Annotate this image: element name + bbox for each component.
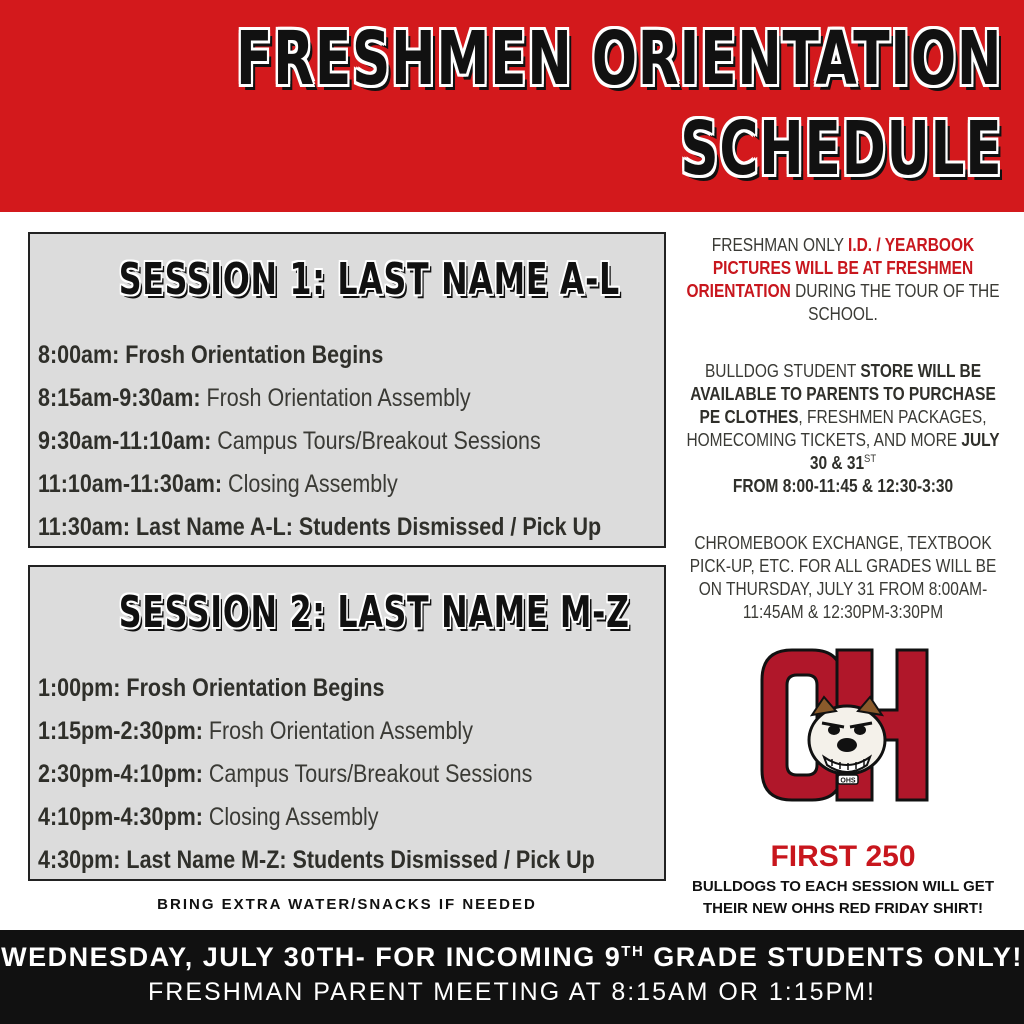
- schedule-desc: Frosh Orientation Assembly: [206, 384, 471, 412]
- info-highlight: I.D. / YEARBOOK PICTURES WILL BE AT FRESHMEN ORIENTATION: [686, 235, 975, 301]
- student-store-info: [682, 360, 1004, 498]
- page-title-line2: SCHEDULE: [679, 106, 1002, 192]
- schedule-item: [38, 710, 595, 753]
- first-250-line1: BULLDOGS TO EACH SESSION WILL GET: [692, 878, 994, 895]
- footer-text: WEDNESDAY, JULY 30TH- FOR INCOMING 9: [1, 942, 622, 972]
- first-250-headline: FIRST 250: [770, 840, 916, 873]
- footer-parent-meeting: FRESHMAN PARENT MEETING AT 8:15AM OR 1:15PM!: [148, 978, 876, 1006]
- schedule-desc: Closing Assembly: [208, 803, 379, 831]
- info-hours: FROM 8:00-11:45 & 12:30-3:30: [732, 476, 954, 496]
- schedule-time: 4:30pm:: [38, 846, 121, 874]
- page-title-line1: FRESHMEN ORIENTATION: [235, 16, 1002, 102]
- info-dates: JULY 30 & 31: [809, 430, 1000, 473]
- first-250-details: [682, 876, 1004, 920]
- schedule-desc: Last Name M-Z: Students Dismissed / Pick Up: [126, 846, 595, 874]
- schedule-time: 11:30am:: [38, 513, 131, 541]
- info-text: FRESHMAN ONLY: [711, 235, 849, 255]
- header-banner: [0, 0, 1024, 212]
- schedule-time: 2:30pm-4:10pm:: [38, 760, 203, 788]
- schedule-desc: Campus Tours/Breakout Sessions: [217, 427, 541, 455]
- chromebook-info: [682, 532, 1004, 624]
- session-2-schedule: [38, 667, 685, 882]
- id-yearbook-info: [682, 234, 1004, 326]
- schedule-desc: Closing Assembly: [228, 470, 398, 498]
- schedule-time: 4:10pm-4:30pm:: [38, 803, 203, 831]
- bring-water-note: BRING EXTRA WATER/SNACKS IF NEEDED: [157, 896, 537, 913]
- schedule-time: 1:15pm-2:30pm:: [38, 717, 203, 745]
- schedule-item: [38, 463, 601, 506]
- schedule-item: [38, 667, 595, 710]
- schedule-desc: Frosh Orientation Begins: [125, 341, 384, 369]
- info-text: , FRESHMEN PACKAGES, HOMECOMING TICKETS, AND MORE: [686, 407, 987, 450]
- first-250-line2: THEIR NEW OHHS RED FRIDAY SHIRT!: [702, 900, 984, 917]
- footer-ordinal: TH: [621, 943, 645, 960]
- schedule-item: [38, 839, 595, 882]
- schedule-time: 1:00pm:: [38, 674, 121, 702]
- schedule-time: 11:10am-11:30am:: [38, 470, 223, 498]
- schedule-desc: Last Name A-L: Students Dismissed / Pick Up: [136, 513, 602, 541]
- session-2-title: SESSION 2: LAST NAME M-Z: [118, 587, 630, 638]
- schedule-item: [38, 377, 601, 420]
- schedule-desc: Frosh Orientation Begins: [126, 674, 385, 702]
- info-bold: STORE WILL BE AVAILABLE TO PARENTS TO PURCHASE PE CLOTHES: [690, 361, 996, 427]
- footer-banner: [0, 930, 1024, 1024]
- schedule-item: [38, 796, 595, 839]
- schedule-item: [38, 420, 601, 463]
- info-dates-suffix: ST: [864, 453, 877, 465]
- schedule-time: 9:30am-11:10am:: [38, 427, 212, 455]
- info-text: CHROMEBOOK EXCHANGE, TEXTBOOK PICK-UP, ETC. FOR ALL GRADES WILL BE ON THURSDAY, JULY 31 FROM 8:00AM-11:45AM & 12:30PM-3:30PM: [689, 533, 997, 622]
- info-text: BULLDOG STUDENT: [704, 361, 861, 381]
- schedule-item: [38, 506, 601, 549]
- schedule-desc: Campus Tours/Breakout Sessions: [208, 760, 533, 788]
- session-1-title: SESSION 1: LAST NAME A-L: [118, 254, 620, 305]
- schedule-desc: Frosh Orientation Assembly: [208, 717, 473, 745]
- session-1-schedule: [38, 334, 693, 549]
- schedule-item: [38, 334, 601, 377]
- session-2-box: [28, 565, 666, 881]
- footer-date-line: [0, 942, 1024, 973]
- session-1-box: [28, 232, 666, 548]
- logo-tag-text: OHS: [840, 777, 856, 785]
- schedule-time: 8:15am-9:30am:: [38, 384, 201, 412]
- schedule-item: [38, 753, 595, 796]
- schedule-time: 8:00am:: [38, 341, 120, 369]
- info-text: DURING THE TOUR OF THE SCHOOL.: [790, 281, 1000, 324]
- bulldog-oh-logo: [752, 645, 932, 805]
- footer-text: GRADE STUDENTS ONLY!: [644, 942, 1023, 972]
